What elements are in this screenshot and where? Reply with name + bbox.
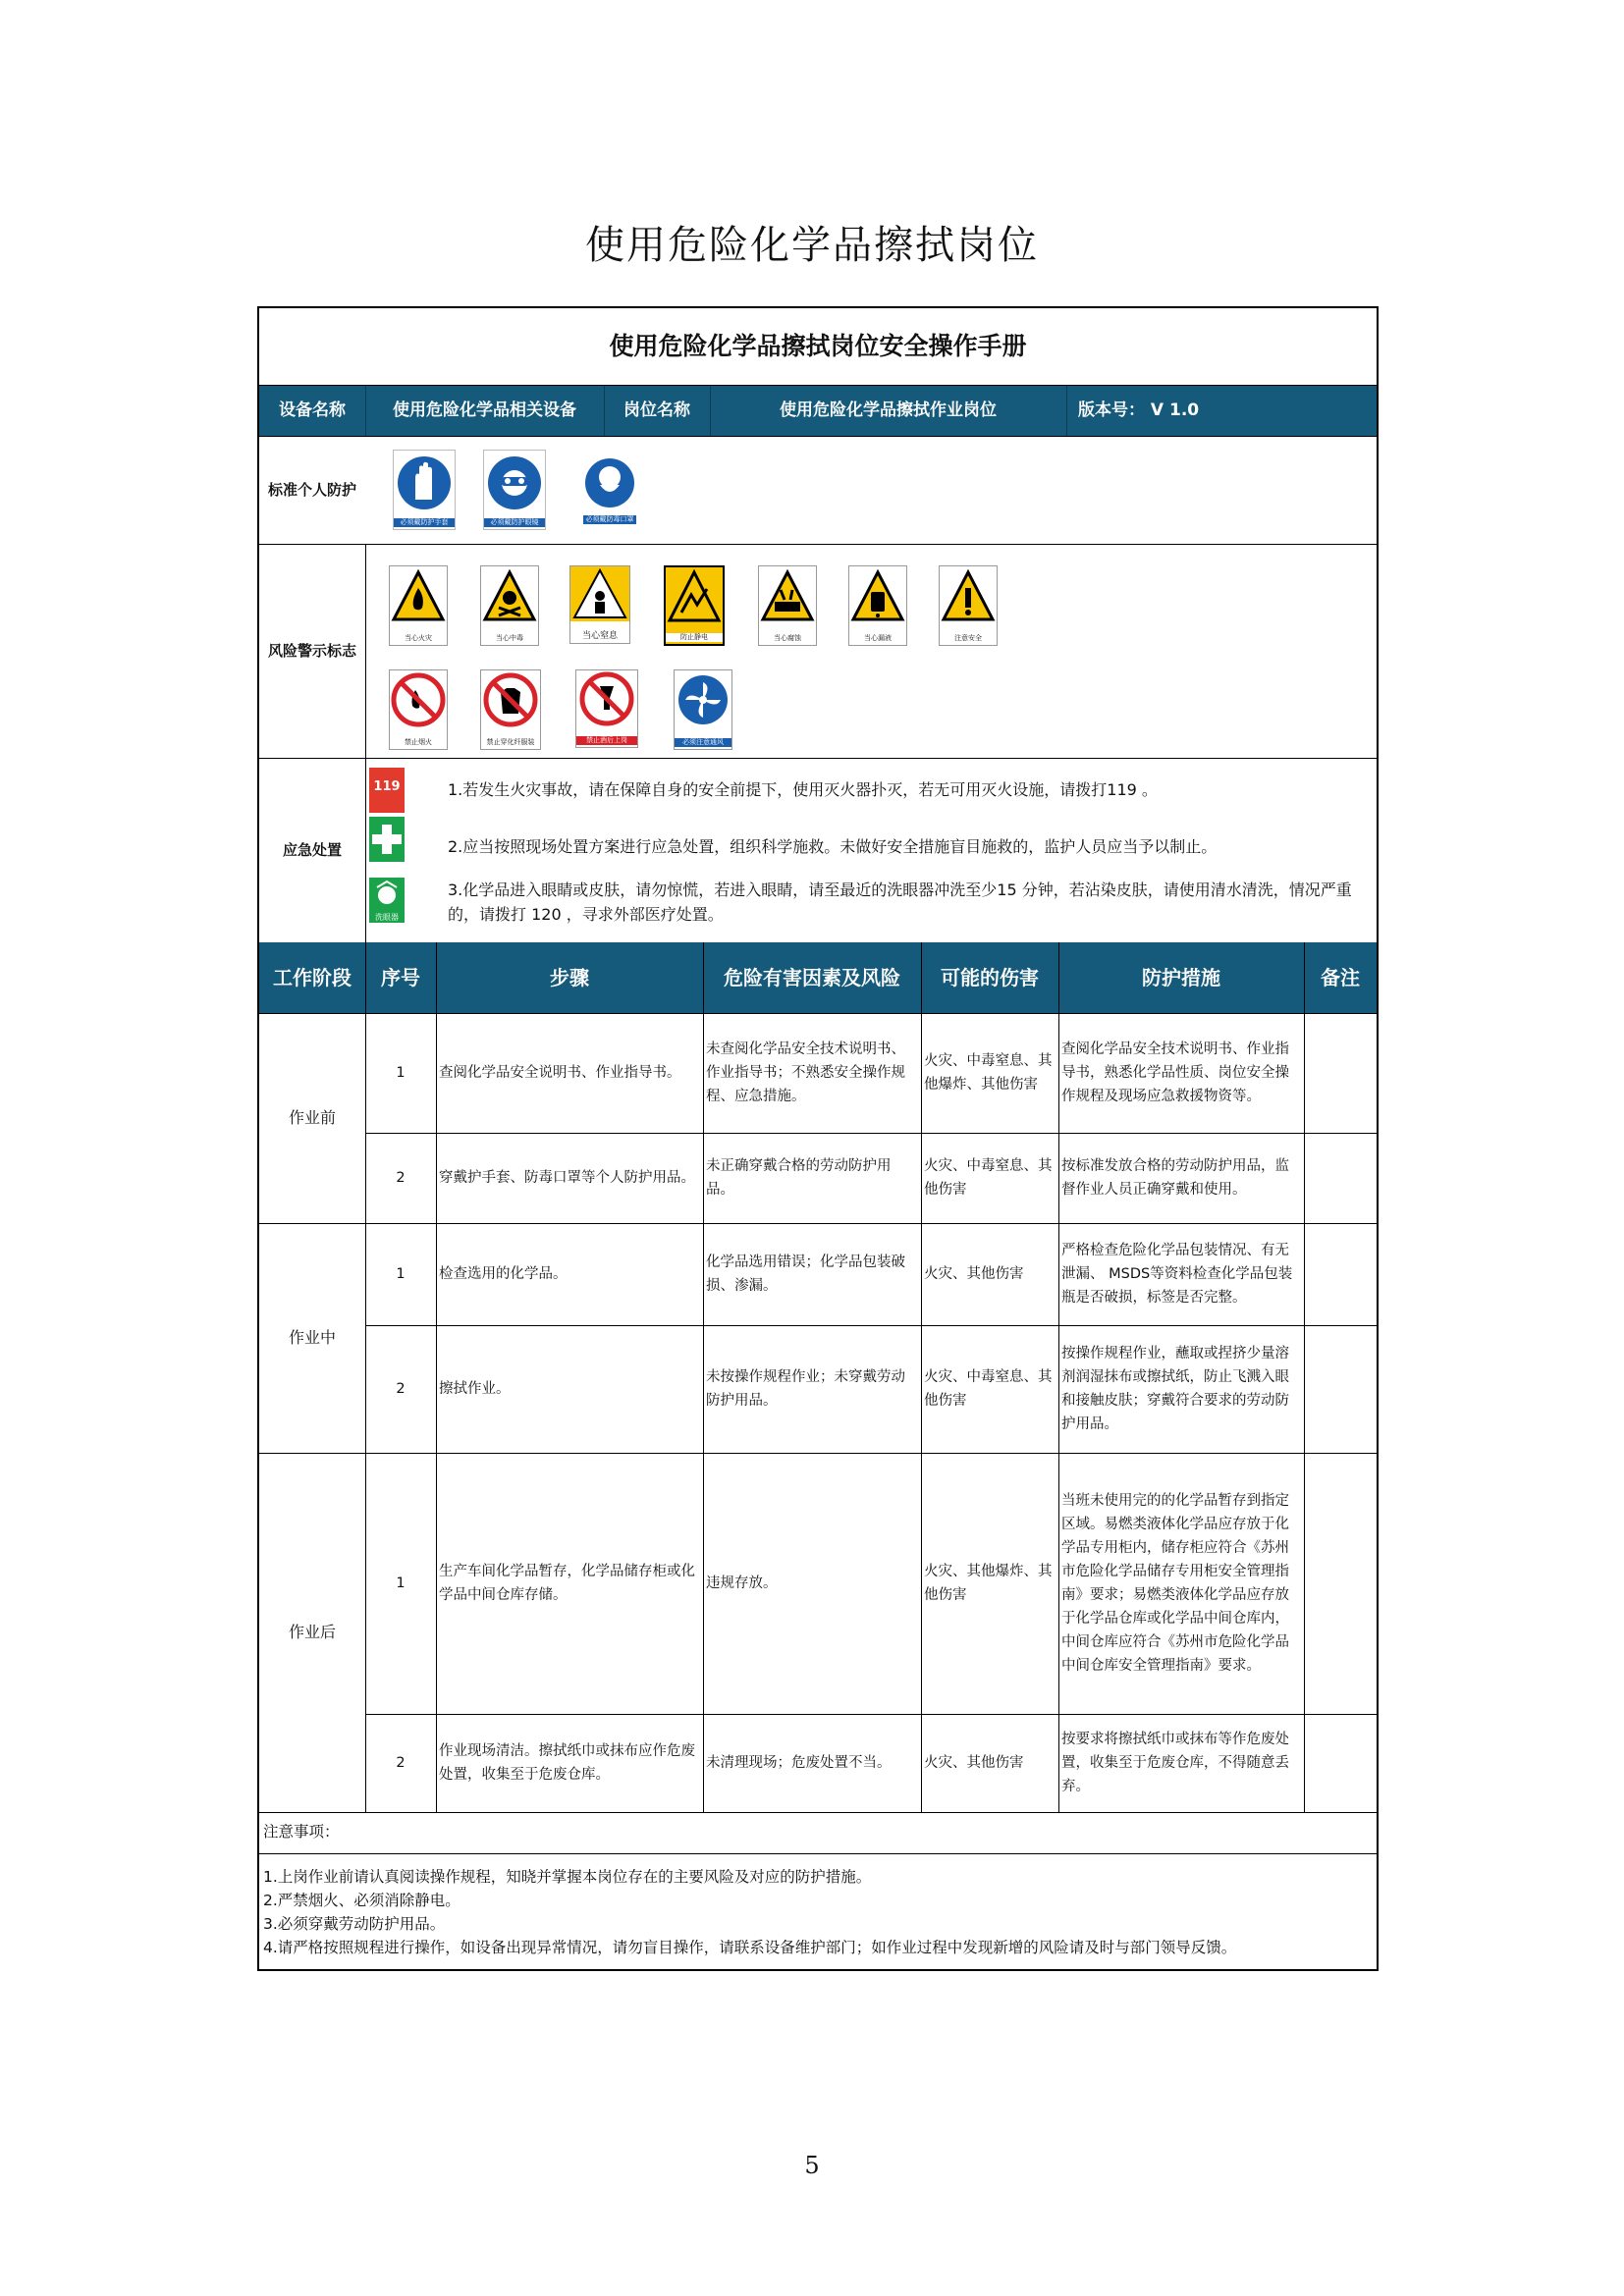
leak-warning-sign [848, 565, 907, 646]
row-harm: 火灾、其他伤害 [924, 1755, 1024, 1771]
row-step: 生产车间化学品暂存，化学品储存柜或化学品中间仓库存储。 [439, 1564, 695, 1603]
no-fire-sign [389, 669, 448, 750]
sign-caption: 当心腐蚀 [774, 634, 801, 642]
gloves-icon [394, 451, 455, 517]
static-warning-icon [666, 567, 723, 628]
row-no: 2 [396, 1170, 406, 1186]
row-harm: 火灾、其他爆炸、其他伤害 [924, 1564, 1053, 1603]
gloves-sign [393, 450, 456, 530]
row-risk: 未清理现场；危废处置不当。 [706, 1755, 892, 1771]
sign-caption: 必须戴防毒口罩 [583, 515, 636, 524]
equipment-label: 设备名称 [259, 385, 365, 436]
fire-warning-icon [390, 566, 447, 629]
emergency-item-1: 1.若发生火灾事故，请在保障自身的安全前提下，使用灭火器扑灭，若无可用灭火设施，请拨打119 。 [448, 780, 1158, 799]
row-measure: 按要求将擦拭纸巾或抹布等作危废处置，收集至于危废仓库，不得随意丢弃。 [1061, 1732, 1289, 1794]
header-stage: 工作阶段 [259, 942, 365, 1013]
notes-title: 注意事项： [263, 1823, 340, 1841]
eyewash-caption: 洗眼器 [375, 913, 399, 922]
row-risk: 违规存放。 [706, 1575, 778, 1591]
exclamation-warning-icon [940, 566, 997, 629]
no-synthetic-clothing-sign [480, 669, 541, 750]
mask-icon [583, 455, 636, 510]
header-harm: 可能的伤害 [921, 942, 1058, 1013]
row-measure: 当班未使用完的的化学品暂存到指定区域。易燃类液体化学品应存放于化学品专用柜内，储存柜应符合《苏州市危险化学品储存专用柜安全管理指南》要求；易燃类液体化学品应存放于化学品仓库或化学品中间仓库内，中间仓库应符合《苏州市危险化学品中间仓库安全管理指南》要求。 [1061, 1493, 1289, 1674]
fire-phone-119-icon [369, 768, 405, 813]
row-harm: 火灾、其他伤害 [924, 1266, 1024, 1282]
suffocation-warning-icon [570, 566, 629, 621]
row-risk: 未正确穿戴合格的劳动防护用品。 [706, 1158, 892, 1198]
row-harm: 火灾、中毒窒息、其他伤害 [924, 1369, 1053, 1409]
sign-caption: 禁止穿化纤服装 [486, 738, 535, 746]
row-step: 擦拭作业。 [439, 1381, 511, 1397]
row-measure: 按操作规程作业，蘸取或捏挤少量溶剂润湿抹布或擦拭纸，防止飞溅入眼和接触皮肤；穿戴符合要求的劳动防护用品。 [1061, 1346, 1289, 1432]
page-title: 使用危险化学品擦拭岗位 [585, 223, 1039, 268]
safety-manual-sheet [257, 306, 1379, 1971]
goggles-sign [483, 450, 546, 530]
sign-caption: 当心中毒 [496, 634, 523, 642]
row-measure: 严格检查危险化学品包装情况、有无泄漏、 MSDS等资料检查化学品包装瓶是否破损，标签是否完整。 [1061, 1243, 1293, 1306]
goggles-icon [484, 451, 545, 517]
poison-warning-icon [481, 566, 538, 629]
stage-after: 作业后 [288, 1623, 336, 1641]
row-no: 1 [396, 1575, 406, 1591]
sign-caption: 禁止酒后上岗 [576, 736, 637, 745]
emergency-item-2: 2.应当按照现场处置方案进行应急处置，组织科学施救。未做好安全措施盲目施救的，监护人员应当予以制止。 [448, 837, 1218, 856]
header-no: 序号 [365, 942, 436, 1013]
suffocation-warning-sign [569, 565, 630, 644]
equipment-value: 使用危险化学品相关设备 [365, 385, 604, 436]
header-measure: 防护措施 [1058, 942, 1304, 1013]
row-harm: 火灾、中毒窒息、其他伤害 [924, 1158, 1053, 1198]
mask-sign [583, 455, 636, 524]
row-no: 2 [396, 1381, 406, 1397]
ventilation-icon [675, 670, 731, 731]
row-measure: 查阅化学品安全技术说明书、作业指导书，熟悉化学品性质、岗位安全操作规程及现场应急救援物资等。 [1061, 1041, 1289, 1104]
stage-during: 作业中 [288, 1328, 336, 1347]
sign-caption: 当心火灾 [405, 634, 432, 642]
fire-warning-sign [389, 565, 448, 646]
notes-item-2: 2.严禁烟火、必须消除静电。 [263, 1892, 460, 1909]
sign-caption: 必须戴防护眼镜 [484, 518, 545, 527]
header-risk: 危险有害因素及风险 [703, 942, 921, 1013]
row-step: 检查选用的化学品。 [439, 1266, 568, 1282]
corrosion-warning-icon [759, 566, 816, 629]
sign-caption: 当心漏液 [864, 634, 892, 642]
notes-item-1: 1.上岗作业前请认真阅读操作规程，知晓并掌握本岗位存在的主要风险及对应的防护措施。 [263, 1868, 872, 1886]
notes-item-3: 3.必须穿戴劳动防护用品。 [263, 1915, 446, 1933]
cross-icon [369, 817, 405, 862]
row-risk: 化学品选用错误；化学品包装破损、渗漏。 [706, 1255, 905, 1294]
eyewash-icon [369, 878, 405, 923]
version-label: 版本号： V 1.0 [1066, 385, 1377, 436]
row-step: 查阅化学品安全说明书、作业指导书。 [439, 1065, 681, 1081]
notes-item-4: 4.请严格按照规程进行操作，如设备出现异常情况，请勿盲目操作，请联系设备维护部门；如作业过程中发现新增的风险请及时与部门领导反馈。 [263, 1939, 1237, 1956]
leak-warning-icon [849, 566, 906, 629]
sign-caption: 禁止烟火 [405, 738, 432, 746]
poison-warning-sign [480, 565, 539, 646]
header-note: 备注 [1304, 942, 1377, 1013]
static-warning-sign [664, 565, 725, 646]
row-no: 2 [396, 1755, 406, 1771]
sign-caption: 注意安全 [954, 634, 982, 642]
exclamation-warning-sign [939, 565, 998, 646]
emergency-item-3: 3.化学品进入眼睛或皮肤，请勿惊慌，若进入眼睛，请至最近的洗眼器冲洗至少15 分钟，若沾染皮肤，请使用清水清洗，情况严重的，请拨打 120 ，寻求外部医疗处置。 [448, 881, 1352, 924]
sign-caption: 当心窒息 [581, 631, 618, 641]
post-value: 使用危险化学品擦拭作业岗位 [710, 385, 1066, 436]
first-aid-icon [369, 817, 405, 862]
no-drinking-icon [576, 670, 637, 729]
stage-before: 作业前 [288, 1108, 336, 1127]
row-no: 1 [396, 1065, 406, 1081]
fire-phone-number: 119 [373, 779, 401, 794]
emergency-label: 应急处置 [282, 841, 342, 859]
manual-title: 使用危险化学品擦拭岗位安全操作手册 [609, 332, 1027, 360]
header-step: 步骤 [436, 942, 703, 1013]
ppe-label: 标准个人防护 [267, 481, 356, 499]
sign-caption: 必须戴防护手套 [394, 518, 455, 527]
ventilation-sign [674, 669, 732, 750]
no-synthetic-clothing-icon [481, 670, 540, 731]
corrosion-warning-sign [758, 565, 817, 646]
warnings-label: 风险警示标志 [267, 642, 356, 660]
page-number: 5 [804, 2152, 820, 2179]
row-measure: 按标准发放合格的劳动防护用品，监督作业人员正确穿戴和使用。 [1061, 1158, 1289, 1198]
row-no: 1 [396, 1266, 406, 1282]
post-label: 岗位名称 [604, 385, 710, 436]
row-step: 作业现场清洁。擦拭纸巾或抹布应作危废处置，收集至于危废仓库。 [439, 1743, 695, 1783]
sign-caption: 必须注意通风 [675, 738, 731, 747]
shower-icon [369, 878, 405, 911]
row-harm: 火灾、中毒窒息、其他爆炸、其他伤害 [924, 1053, 1053, 1093]
row-risk: 未查阅化学品安全技术说明书、作业指导书；不熟悉安全操作规程、应急措施。 [706, 1041, 905, 1104]
row-step: 穿戴护手套、防毒口罩等个人防护用品。 [439, 1170, 695, 1186]
sign-caption: 防止静电 [666, 633, 723, 642]
no-drinking-sign [575, 669, 638, 748]
no-fire-icon [390, 670, 447, 731]
row-risk: 未按操作规程作业；未穿戴劳动防护用品。 [706, 1369, 905, 1409]
